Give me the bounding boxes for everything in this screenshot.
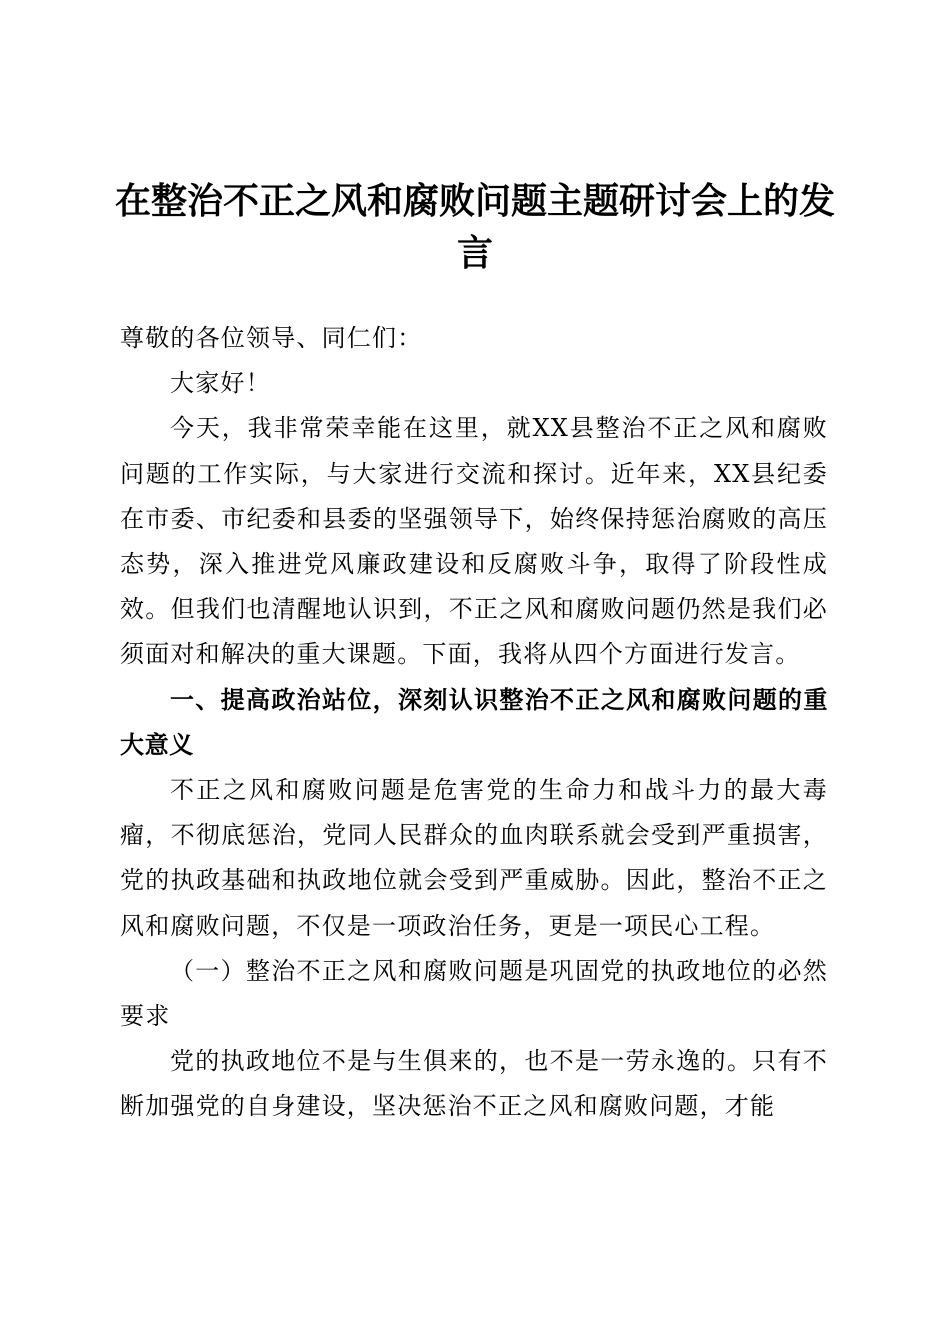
salutation: 尊敬的各位领导、同仁们：: [120, 324, 423, 352]
document-title: 在整治不正之风和腐败问题主题研讨会上的发言: [114, 180, 835, 274]
section-heading-1: 一、提高政治站位，深刻认识整治不正之风和腐败问题的重大意义: [120, 685, 828, 759]
document-body: [120, 316, 828, 1130]
subsection-heading-1: （一）整治不正之风和腐败问题是巩固党的执政地位的必然要求: [120, 956, 828, 1031]
intro-paragraph: 今天，我非常荣幸能在这里，就XX县整治不正之风和腐败问题的工作实际，与大家进行交流和探讨。近年来，XX县纪委在市委、市纪委和县委的坚强领导下，始终保持惩治腐败的高压态势，深入推进党风廉政建设和反腐败斗争，取得了阶段性成效。但我们也清醒地认识到，不正之风和腐败问题仍然是我们必须面对和解决的重大课题。下面，我将从四个方面进行发言。: [120, 414, 828, 669]
section-1-paragraph: 不正之风和腐败问题是危害党的生命力和战斗力的最大毒瘤，不彻底惩治，党同人民群众的血肉联系就会受到严重损害，党的执政基础和执政地位就会受到严重威胁。因此，整治不正之风和腐败问题，不仅是一项政治任务，更是一项民心工程。: [120, 776, 828, 940]
subsection-1-paragraph: 党的执政地位不是与生俱来的，也不是一劳永逸的。只有不断加强党的自身建设，坚决惩治不正之风和腐败问题，才能: [120, 1047, 828, 1121]
greeting: 大家好！: [170, 369, 271, 398]
